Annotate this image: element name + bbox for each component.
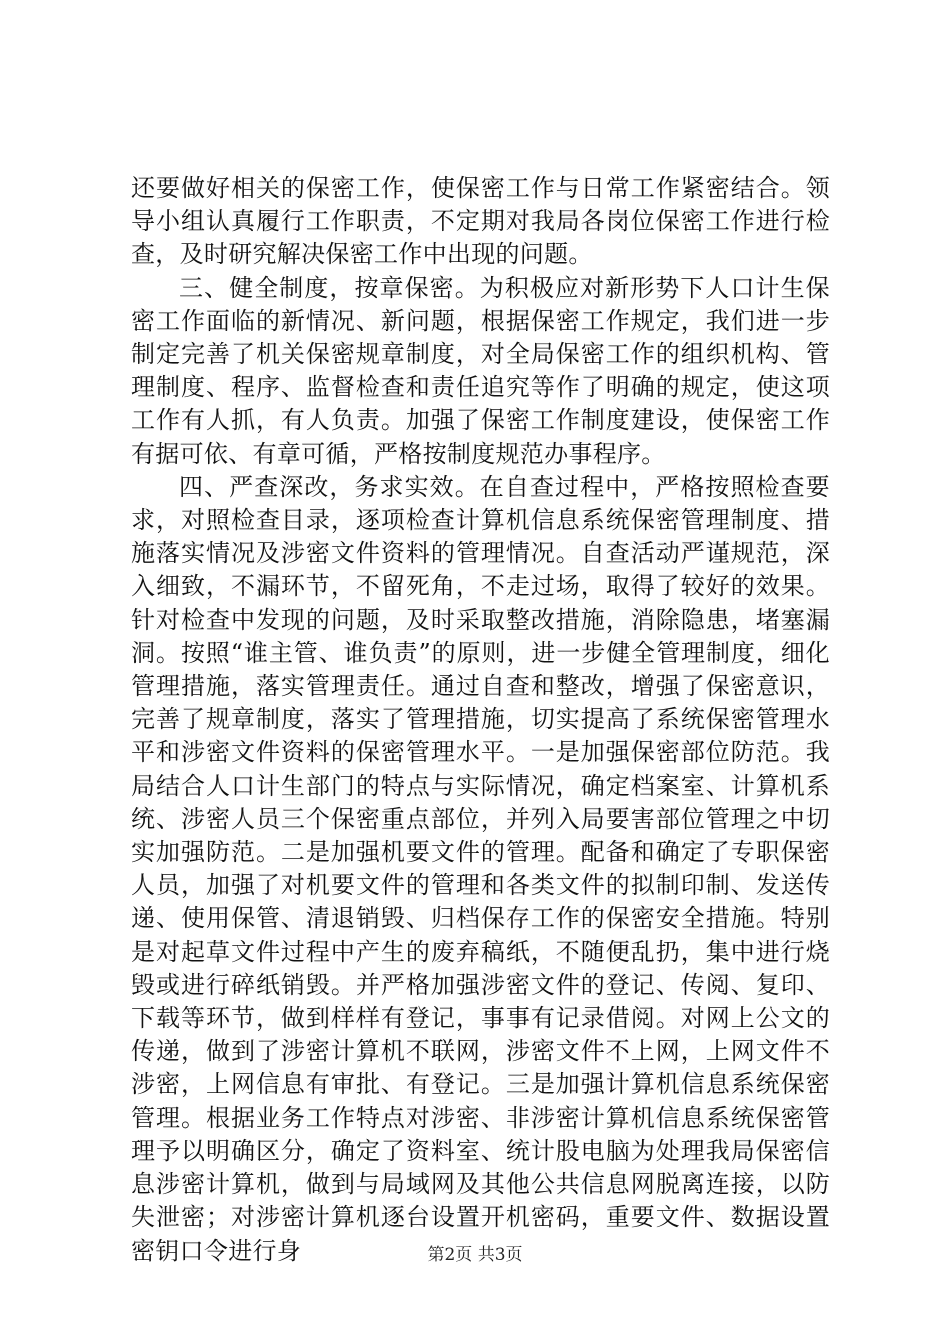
page-number-footer: 第2页 共3页 [427, 1245, 523, 1265]
paragraph-2: 三、健全制度，按章保密。为积极应对新形势下人口计生保密工作面临的新情况、新问题，根据保密工作规定，我们进一步制定完善了机关保密规章制度，对全局保密工作的组织机构、管理制度、程序、监督检查和责任追究等作了明确的规定，使这项工作有人抓，有人负责。加强了保密工作制度建设，使保密工作有据可依、有章可循，严格按制度规范办事程序。 [131, 273, 830, 468]
document-body [131, 172, 830, 1268]
paragraph-1: 还要做好相关的保密工作，使保密工作与日常工作紧密结合。领导小组认真履行工作职责，不定期对我局各岗位保密工作进行检查，及时研究解决保密工作中出现的问题。 [131, 174, 830, 269]
paragraph-3: 四、严查深改，务求实效。在自查过程中，严格按照检查要求，对照检查目录，逐项检查计算机信息系统保密管理制度、措施落实情况及涉密文件资料的管理情况。自查活动严谨规范，深入细致，不漏环节，不留死角，不走过场，取得了较好的效果。针对检查中发现的问题，及时采取整改措施，消除隐患，堵塞漏洞。按照“谁主管、谁负责”的原则，进一步健全管理制度，细化管理措施，落实管理责任。通过自查和整改，增强了保密意识，完善了规章制度，落实了管理措施，切实提高了系统保密管理水平和涉密文件资料的保密管理水平。一是加强保密部位防范。我局结合人口计生部门的特点与实际情况，确定档案室、计算机系统、涉密人员三个保密重点部位，并列入局要害部位管理之中切实加强防范。二是加强机要文件的管理。配备和确定了专职保密人员，加强了对机要文件的管理和各类文件的拟制印制、发送传递、使用保管、清退销毁、归档保存工作的保密安全措施。特别是对起草文件过程中产生的废弃稿纸，不随便乱扔，集中进行烧毁或进行碎纸销毁。并严格加强涉密文件的登记、传阅、复印、下载等环节，做到样样有登记，事事有记录借阅。对网上公文的传递，做到了涉密计算机不联网，涉密文件不上网，上网文件不涉密，上网信息有审批、有登记。三是加强计算机信息系统保密管理。根据业务工作特点对涉密、非涉密计算机信息系统保密管理予以明确区分，确定了资料室、统计股电脑为处理我局保密信息涉密计算机，做到与局域网及其他公共信息网脱离连接，以防失泄密；对涉密计算机逐台设置开机密码，重要文件、数据设置密钥口令进行身 [131, 472, 830, 1265]
